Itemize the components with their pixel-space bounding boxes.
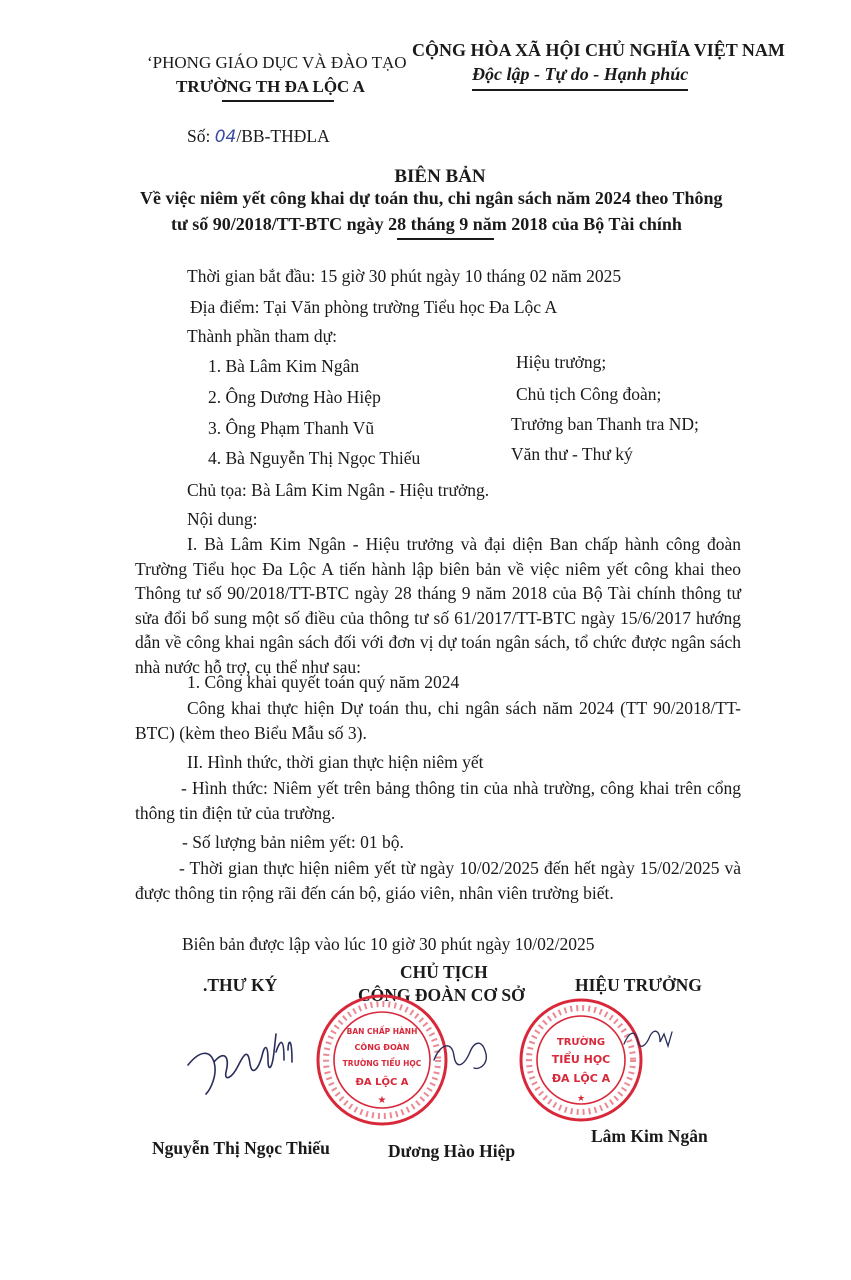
school-stamp-text: TIỂU HỌC: [551, 1053, 611, 1066]
national-motto: Độc lập - Tự do - Hạnh phúc: [472, 64, 689, 84]
handwritten-number: 04: [214, 127, 237, 147]
date-underline: [397, 238, 494, 240]
section-2-heading: II. Hình thức, thời gian thực hiện niêm yết: [187, 752, 484, 772]
paragraph-2: Công khai thực hiện Dự toán thu, chi ngân sách năm 2024 (TT 90/2018/TT-BTC) (kèm theo Biểu Mẫu số 3).: [135, 698, 741, 743]
org-line-1: ‘PHONG GIÁO DỤC VÀ ĐÀO TẠO: [147, 53, 407, 72]
document-subtitle-2: tư số 90/2018/TT-BTC ngày 28 tháng 9 năm 2018 của Bộ Tài chính: [171, 214, 682, 234]
motto-underline: [472, 89, 688, 91]
participant-name: 3. Ông Phạm Thanh Vũ: [208, 418, 375, 438]
union-stamp-text: ĐA LỘC A: [355, 1077, 409, 1088]
participant-role: Trưởng ban Thanh tra ND;: [511, 414, 699, 434]
content-label: Nội dung:: [187, 509, 258, 529]
participant-name: 4. Bà Nguyễn Thị Ngọc Thiếu: [208, 448, 421, 468]
secretary-signature: [180, 1020, 300, 1100]
org-line-2: TRƯỜNG TH ĐA LỘC A: [176, 77, 365, 96]
union-stamp-text: BAN CHẤP HÀNH: [346, 1027, 418, 1036]
principal-name: Lâm Kim Ngân: [591, 1126, 708, 1146]
display-form: - Hình thức: Niêm yết trên bảng thông tin của nhà trường, công khai trên cổng thông tin điện tử của trường.: [135, 778, 741, 823]
start-time: Thời gian bắt đầu: 15 giờ 30 phút ngày 10 tháng 02 năm 2025: [187, 266, 622, 286]
union-title-1: CHỦ TỊCH: [400, 962, 488, 982]
union-stamp-text: TRƯỜNG TIỂU HỌC: [342, 1059, 422, 1068]
school-stamp: [516, 995, 646, 1125]
document-title: BIÊN BẢN: [394, 166, 486, 187]
secretary-title: .THƯ KÝ: [203, 975, 278, 995]
paragraph-1: I. Bà Lâm Kim Ngân - Hiệu trưởng và đại diện Ban chấp hành công đoàn Trường Tiểu học Đa Lộc A tiến hành lập biên bản về việc niêm yết công khai theo Thông tư số 90/2018/TT-BTC ngày 28 tháng 9 năm 2018 của Bộ Tài chính thông tư sửa đổi bổ sung một số điều của thông tư số 61/2017/TT-BTC ngày 15/6/2017 hướng dẫn về công khai ngân sách đối với đơn vị dự toán ngân sách, tổ chức được ngân sách nhà nước hỗ trợ, cụ thể như sau:: [135, 534, 741, 677]
svg-text:★: ★: [576, 1093, 586, 1103]
participants-label: Thành phần tham dự:: [187, 326, 337, 346]
participant-name: 1. Bà Lâm Kim Ngân: [208, 356, 360, 376]
item-1: 1. Công khai quyết toán quý năm 2024: [187, 672, 460, 692]
closing-line: Biên bản được lập vào lúc 10 giờ 30 phút ngày 10/02/2025: [182, 934, 595, 954]
union-signature: [430, 1030, 500, 1080]
location: Địa điểm: Tại Văn phòng trường Tiểu học Đa Lộc A: [190, 297, 558, 317]
school-stamp-text: TRƯỜNG: [556, 1037, 606, 1048]
display-count: - Số lượng bản niêm yết: 01 bộ.: [182, 832, 404, 852]
participant-role: Hiệu trưởng;: [516, 352, 607, 372]
union-stamp-text: CÔNG ĐOÀN: [354, 1043, 410, 1052]
secretary-name: Nguyễn Thị Ngọc Thiếu: [152, 1138, 330, 1158]
principal-title: HIỆU TRƯỞNG: [575, 975, 702, 995]
school-stamp-text: ĐA LỘC A: [551, 1072, 611, 1085]
svg-text:★: ★: [377, 1095, 387, 1106]
country-name: CỘNG HÒA XÃ HỘI CHỦ NGHĨA VIỆT NAM: [412, 40, 785, 60]
principal-signature: [620, 1020, 680, 1060]
display-period: - Thời gian thực hiện niêm yết từ ngày 10/02/2025 đến hết ngày 15/02/2025 và được thông tin rộng rãi đến cán bộ, giáo viên, nhân viên trường biết.: [135, 858, 741, 903]
document-number: Số: 04/BB-THĐLA: [187, 126, 330, 147]
union-title-2: CÔNG ĐOÀN CƠ SỞ: [358, 985, 525, 1005]
document-subtitle-1: Về việc niêm yết công khai dự toán thu, chi ngân sách năm 2024 theo Thông: [140, 188, 723, 208]
participant-role: Chủ tịch Công đoàn;: [516, 384, 662, 404]
org-underline: [222, 100, 334, 102]
participant-name: 2. Ông Dương Hào Hiệp: [208, 387, 381, 407]
union-name: Dương Hào Hiệp: [388, 1141, 516, 1161]
participant-role: Văn thư - Thư ký: [511, 444, 633, 464]
chair: Chủ tọa: Bà Lâm Kim Ngân - Hiệu trưởng.: [187, 480, 490, 500]
